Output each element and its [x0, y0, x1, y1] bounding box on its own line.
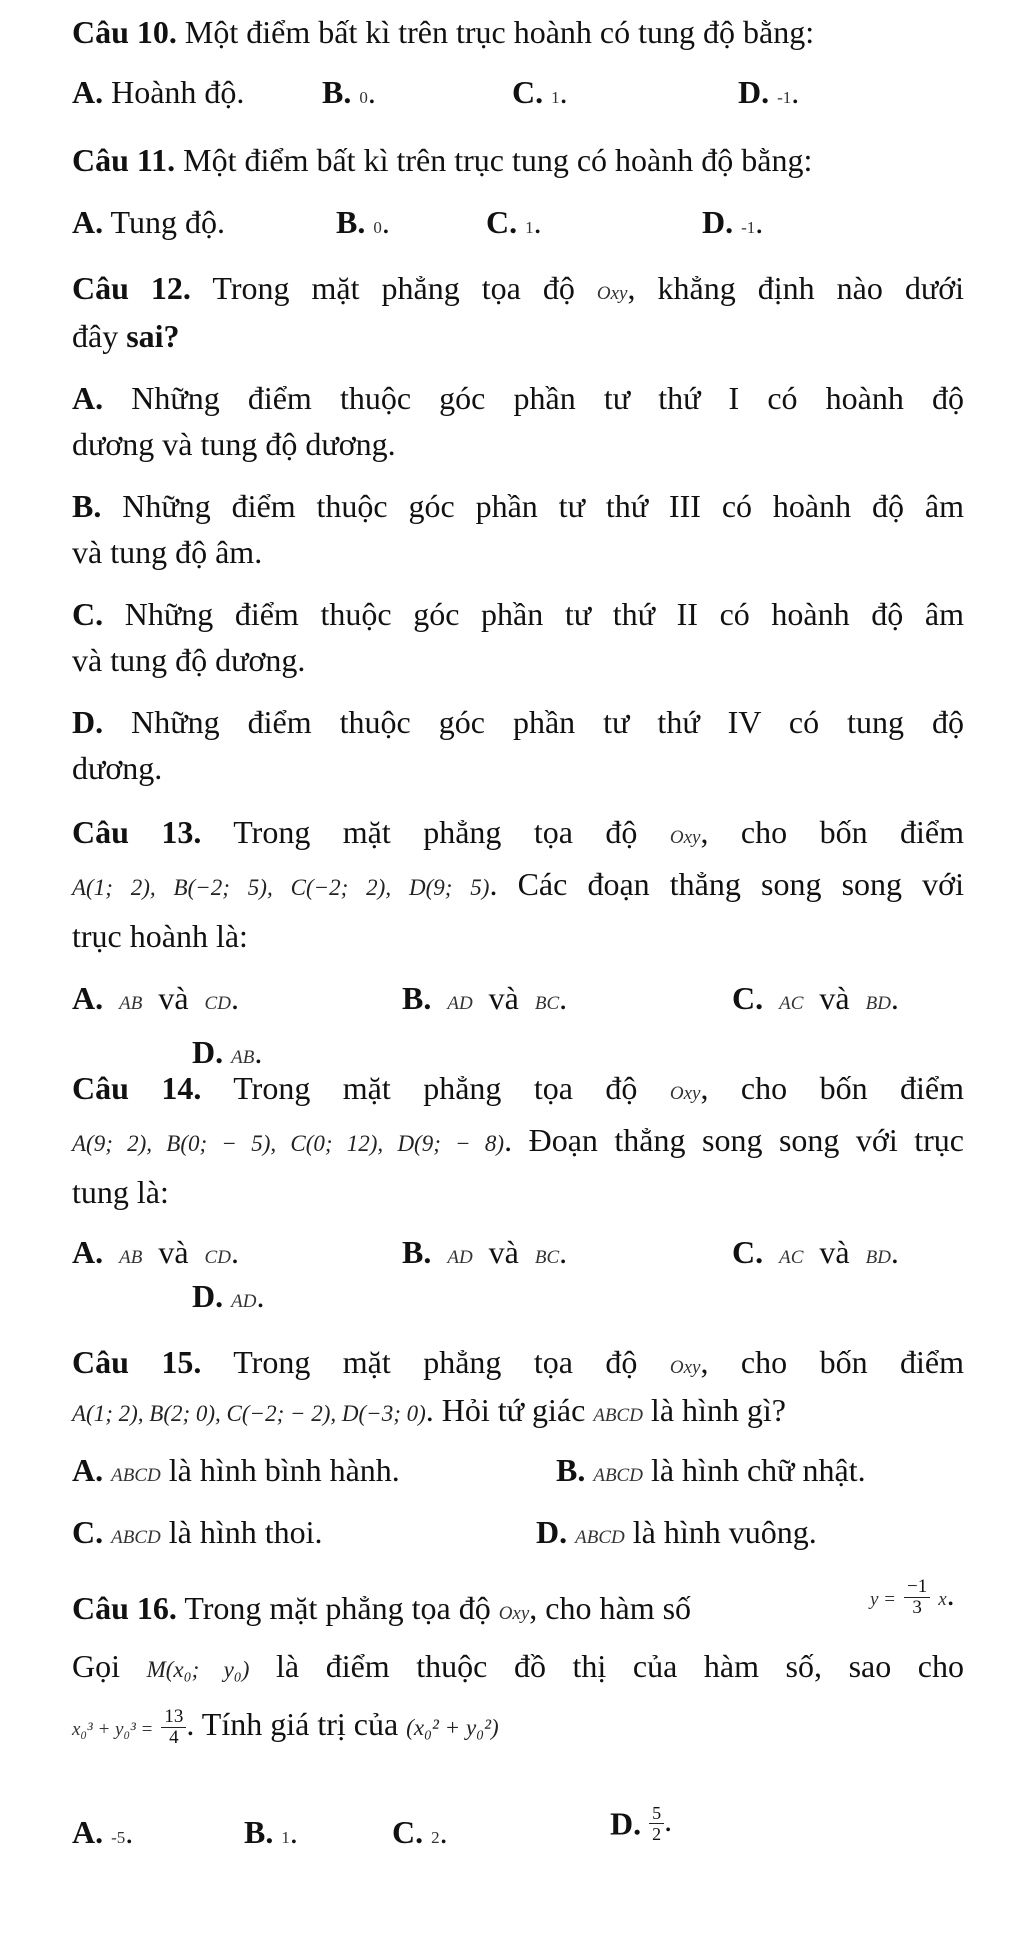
- question-13: Câu 13. Trong mặt phẳng tọa độ Oxy, cho bốn điểm: [72, 814, 964, 850]
- q12-option-a: A. Những điểm thuộc góc phần tư thứ I có hoành độ: [72, 380, 965, 416]
- point-m: M(x₀; y₀): [146, 1657, 250, 1682]
- q12-option-b-cont: và tung độ âm.: [72, 534, 263, 570]
- q15-option-c: C. ABCD là hình thoi.: [72, 1514, 323, 1550]
- target-expression: (x₀² + y₀²): [406, 1715, 499, 1740]
- oxy-symbol: Oxy: [596, 283, 628, 304]
- question-label: Câu 14.: [72, 1070, 202, 1106]
- question-14-line-3: tung là:: [72, 1174, 169, 1210]
- q14-option-c: C. AC và BD.: [732, 1234, 899, 1270]
- condition-fraction: $\frac{13}{4}$: [161, 1707, 186, 1748]
- question-16-line-2: Gọi M(x₀; y₀) là điểm thuộc đồ thị của hàm số, sao cho: [72, 1648, 964, 1684]
- q16-option-c: C. 2.: [392, 1814, 448, 1850]
- q12-option-c: C. Những điểm thuộc góc phần tư thứ II có hoành độ âm: [72, 596, 965, 632]
- question-11: [72, 140, 812, 180]
- q13-option-c: C. AC và BD.: [732, 980, 899, 1016]
- q15-option-d: D. ABCD là hình vuông.: [536, 1514, 817, 1550]
- function-fraction: $\frac{-1}{3}$: [904, 1577, 930, 1618]
- oxy-symbol: Oxy: [669, 1083, 701, 1104]
- oxy-symbol: Oxy: [669, 827, 701, 848]
- q10-option-b: B. 0.: [322, 74, 376, 110]
- q14-option-b: B. AD và BC.: [402, 1234, 568, 1270]
- question-15-line-2: A(1; 2), B(2; 0), C(−2; − 2), D(−3; 0). Hỏi tứ giác ABCD là hình gì?: [72, 1392, 786, 1428]
- q13-option-d: D. AB.: [192, 1034, 263, 1070]
- question-13-line-3: trục hoành là:: [72, 918, 248, 954]
- oxy-symbol: Oxy: [498, 1603, 530, 1624]
- q14-option-d: D. AD.: [192, 1278, 265, 1314]
- q16-option-b: B. 1.: [244, 1814, 298, 1850]
- question-14: Câu 14. Trong mặt phẳng tọa độ Oxy, cho bốn điểm: [72, 1070, 964, 1106]
- question-12-line-2: đây sai?: [72, 318, 180, 354]
- fraction-five-halves: $\frac{5}{2}$: [649, 1803, 664, 1844]
- question-label: Câu 15.: [72, 1344, 202, 1380]
- q10-option-c: C. 1.: [512, 74, 568, 110]
- q16-option-d: D. $\frac{5}{2}$ .: [610, 1802, 673, 1845]
- q12-option-d: D. Những điểm thuộc góc phần tư thứ IV có tung độ: [72, 704, 965, 740]
- question-14-line-2: A(9; 2), B(0; − 5), C(0; 12), D(9; − 8). Đoạn thẳng song song với trục: [72, 1122, 964, 1158]
- condition-expression: x₀³ + y₀³ =: [72, 1719, 154, 1740]
- q11-option-c: C. 1.: [486, 204, 542, 240]
- q12-option-a-cont: dương và tung độ dương.: [72, 426, 396, 462]
- q13-option-b: B. AD và BC.: [402, 980, 568, 1016]
- q10-option-d: D. -1.: [738, 74, 800, 110]
- question-10: [72, 12, 814, 52]
- q15-option-b: B. ABCD là hình chữ nhật.: [556, 1452, 866, 1488]
- function-formula: y = $\frac{-1}{3}$ x.: [870, 1576, 955, 1619]
- question-12: Câu 12. Trong mặt phẳng tọa độ Oxy, khẳng định nào dưới: [72, 270, 965, 306]
- question-text: Một điểm bất kì trên trục hoành có tung độ bằng:: [184, 14, 815, 50]
- q15-option-a: A. ABCD là hình bình hành.: [72, 1452, 400, 1488]
- q14-option-a: A. AB và CD.: [72, 1234, 239, 1270]
- question-label: Câu 11.: [72, 142, 176, 178]
- q11-option-b: B. 0.: [336, 204, 390, 240]
- question-16: Câu 16. Trong mặt phẳng tọa độ Oxy, cho hàm số: [72, 1590, 692, 1626]
- question-label: Câu 10.: [72, 14, 177, 50]
- question-13-line-2: A(1; 2), B(−2; 5), C(−2; 2), D(9; 5). Các đoạn thẳng song song với: [72, 866, 964, 902]
- question-label: Câu 12.: [72, 270, 191, 306]
- q12-option-c-cont: và tung độ dương.: [72, 642, 306, 678]
- q11-option-a: A. Tung độ.: [72, 204, 225, 240]
- question-15: Câu 15. Trong mặt phẳng tọa độ Oxy, cho bốn điểm: [72, 1344, 964, 1380]
- question-label: Câu 16.: [72, 1590, 177, 1626]
- q12-option-d-cont: dương.: [72, 750, 163, 786]
- question-16-line-3: x₀³ + y₀³ = $\frac{13}{4}$ . Tính giá trị của (x₀² + y₀²): [72, 1706, 499, 1749]
- points-list: A(1; 2), B(2; 0), C(−2; − 2), D(−3; 0): [72, 1401, 426, 1426]
- q13-option-a: A. AB và CD.: [72, 980, 239, 1016]
- q11-option-d: D. -1.: [702, 204, 764, 240]
- question-text: Một điểm bất kì trên trục tung có hoành độ bằng:: [183, 142, 813, 178]
- q16-option-a: A. -5.: [72, 1814, 134, 1850]
- q12-option-b: B. Những điểm thuộc góc phần tư thứ III có hoành độ âm: [72, 488, 965, 524]
- oxy-symbol: Oxy: [669, 1357, 701, 1378]
- q10-option-a: A. Hoành độ.: [72, 74, 245, 110]
- points-list: A(1; 2), B(−2; 5), C(−2; 2), D(9; 5): [72, 875, 490, 900]
- points-list: A(9; 2), B(0; − 5), C(0; 12), D(9; − 8): [72, 1131, 505, 1156]
- question-label: Câu 13.: [72, 814, 202, 850]
